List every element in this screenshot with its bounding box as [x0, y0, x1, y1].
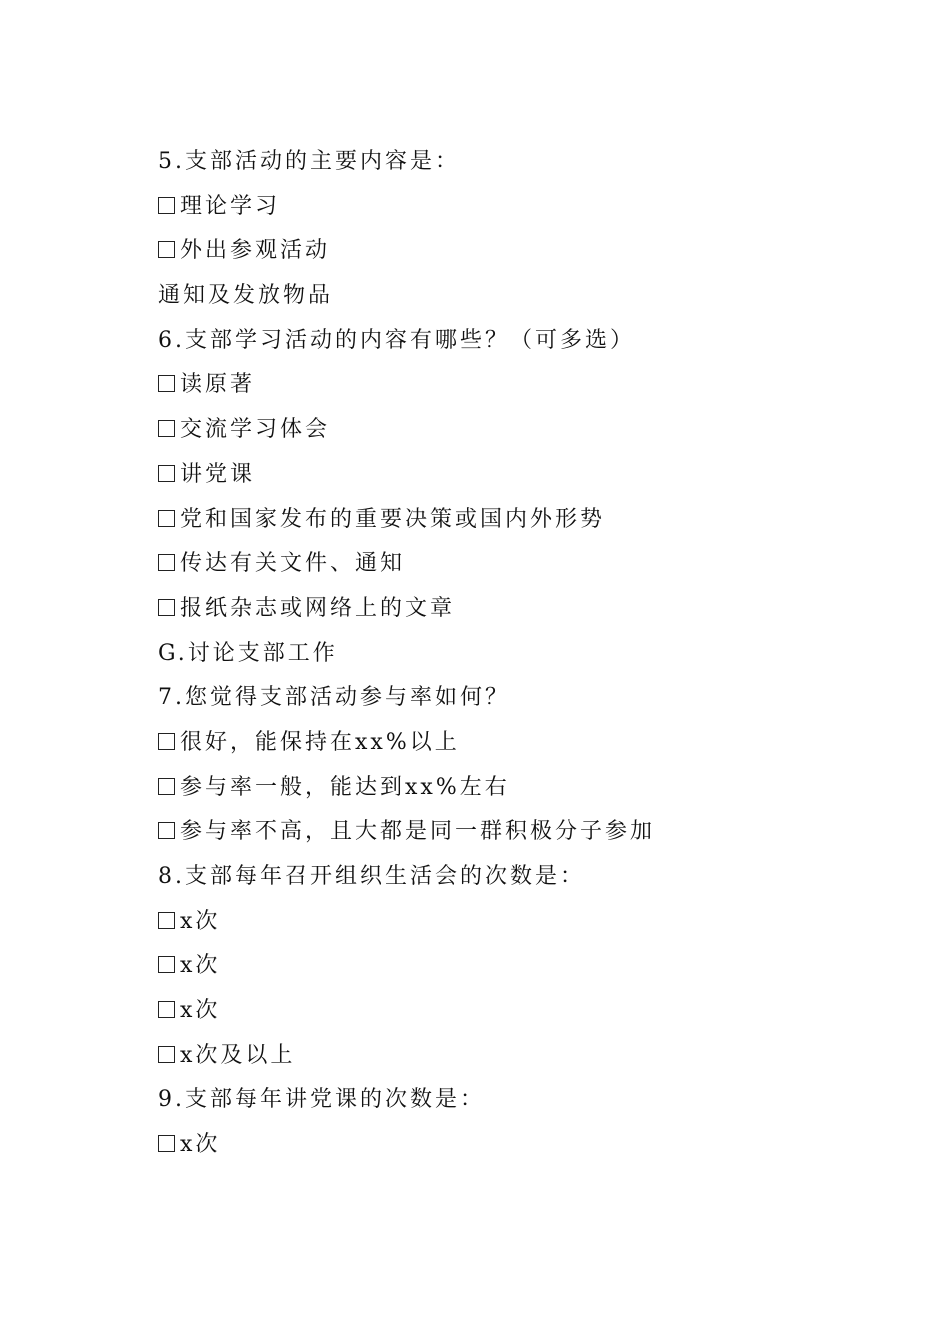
checkbox[interactable] [158, 1001, 175, 1018]
option-text: 党和国家发布的重要决策或国内外形势 [180, 506, 606, 532]
option-text: x次 [180, 908, 221, 934]
checkbox[interactable] [158, 420, 175, 437]
option-line [158, 363, 878, 408]
option-line [158, 185, 878, 230]
question-text: 9.支部每年讲党课的次数是： [158, 1087, 485, 1113]
checkbox[interactable] [158, 510, 175, 527]
plain-text: G.讨论支部工作 [158, 640, 338, 666]
question-text: 7.您觉得支部活动参与率如何？ [158, 685, 510, 711]
checkbox[interactable] [158, 599, 175, 616]
option-line [158, 766, 878, 811]
plain-line [158, 632, 878, 677]
option-text: 传达有关文件、通知 [180, 551, 406, 577]
checkbox[interactable] [158, 554, 175, 571]
option-line [158, 1034, 878, 1079]
checkbox[interactable] [158, 912, 175, 929]
option-line [158, 900, 878, 945]
checkbox[interactable] [158, 465, 175, 482]
question-5 [158, 140, 878, 185]
option-text: x次 [180, 953, 221, 979]
question-7 [158, 676, 878, 721]
document-page [158, 140, 878, 1168]
checkbox[interactable] [158, 241, 175, 258]
option-text: 报纸杂志或网络上的文章 [180, 595, 456, 621]
checkbox[interactable] [158, 822, 175, 839]
checkbox[interactable] [158, 778, 175, 795]
option-text: 参与率一般，能达到xx%左右 [180, 774, 510, 800]
question-text: 5.支部活动的主要内容是： [158, 149, 460, 174]
option-line [158, 408, 878, 453]
checkbox[interactable] [158, 733, 175, 750]
option-text: x次及以上 [180, 1042, 296, 1068]
option-text: 外出参观活动 [180, 238, 331, 264]
checkbox[interactable] [158, 197, 175, 214]
option-text: 理论学习 [180, 193, 281, 219]
checkbox[interactable] [158, 1046, 175, 1063]
plain-line [158, 274, 878, 319]
plain-text: 通知及发放物品 [158, 283, 334, 309]
question-text: 6.支部学习活动的内容有哪些？（可多选） [158, 327, 635, 353]
question-6 [158, 319, 878, 364]
option-line [158, 944, 878, 989]
option-line [158, 721, 878, 766]
option-line [158, 229, 878, 274]
option-line [158, 453, 878, 498]
checkbox[interactable] [158, 1135, 175, 1152]
checkbox[interactable] [158, 956, 175, 973]
option-line [158, 1123, 878, 1168]
option-line [158, 989, 878, 1034]
option-text: 交流学习体会 [180, 417, 331, 443]
option-line [158, 498, 878, 543]
option-text: 参与率不高，且大都是同一群积极分子参加 [180, 819, 656, 845]
question-8 [158, 855, 878, 900]
option-text: x次 [180, 998, 221, 1024]
option-text: 讲党课 [180, 461, 256, 487]
question-text: 8.支部每年召开组织生活会的次数是： [158, 864, 585, 889]
option-text: 读原著 [180, 372, 256, 398]
option-text: x次 [180, 1132, 221, 1158]
option-line [158, 810, 878, 855]
option-text: 很好，能保持在xx%以上 [180, 729, 460, 755]
question-9 [158, 1078, 878, 1123]
option-line [158, 587, 878, 632]
option-line [158, 542, 878, 587]
checkbox[interactable] [158, 375, 175, 392]
